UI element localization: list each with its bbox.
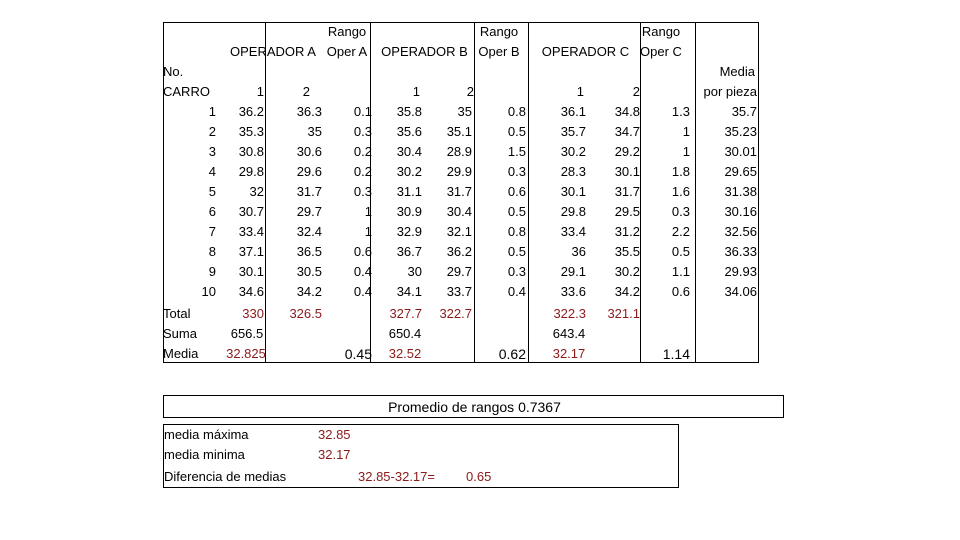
operator-b-trial-2-value: 31.7 bbox=[446, 184, 472, 199]
media-header: Media bbox=[719, 64, 755, 79]
range-c-value: 1.1 bbox=[671, 264, 690, 279]
operator-b-trial-2-value: 29.9 bbox=[446, 164, 472, 179]
range-a-header: Rango bbox=[327, 24, 367, 39]
operator-c-trial-1-value: 33.4 bbox=[560, 224, 586, 239]
operator-b-trial-1-value: 30 bbox=[407, 264, 422, 279]
operator-b-media: 32.52 bbox=[388, 346, 422, 361]
operator-a-trial-2-value: 36.3 bbox=[296, 104, 322, 119]
operator-b-trial-2-value: 35 bbox=[457, 104, 472, 119]
operator-c-trial-1-value: 33.6 bbox=[560, 284, 586, 299]
promedio-line bbox=[164, 397, 785, 417]
promedio-label: Promedio de rangos bbox=[388, 399, 515, 415]
operator-a-trial-2: 2 bbox=[302, 84, 310, 99]
operator-c-trial-2: 2 bbox=[632, 84, 640, 99]
operator-a-trial-1-value: 30.7 bbox=[238, 204, 264, 219]
operator-b-total-2: 322.7 bbox=[439, 306, 472, 321]
total-label: Total bbox=[163, 306, 191, 321]
column-divider bbox=[528, 23, 529, 362]
operator-c-trial-1-value: 28.3 bbox=[560, 164, 586, 179]
range-a-value: 0.1 bbox=[353, 104, 372, 119]
row-number: 4 bbox=[208, 164, 216, 179]
operator-c-trial-1-value: 35.7 bbox=[560, 124, 586, 139]
row-number: 6 bbox=[208, 204, 216, 219]
range-c-value: 1.8 bbox=[671, 164, 690, 179]
row-number: 9 bbox=[208, 264, 216, 279]
range-b-value: 0.5 bbox=[507, 244, 526, 259]
diff-value: 0.65 bbox=[466, 469, 492, 484]
operator-b-trial-2-value: 28.9 bbox=[446, 144, 472, 159]
range-c-value: 1.3 bbox=[671, 104, 690, 119]
media-value: 29.93 bbox=[724, 264, 757, 279]
operator-a-trial-2-value: 35 bbox=[307, 124, 322, 139]
promedio-box bbox=[163, 395, 784, 418]
operator-c-header: OPERADOR C bbox=[541, 44, 630, 59]
range-a-media: 0.45 bbox=[344, 346, 372, 362]
range-b-value: 0.8 bbox=[507, 104, 526, 119]
range-a-value: 0.3 bbox=[353, 124, 372, 139]
operator-b-trial-1-value: 35.8 bbox=[396, 104, 422, 119]
operator-c-trial-1-value: 29.1 bbox=[560, 264, 586, 279]
carro-label: CARRO bbox=[163, 84, 210, 99]
operator-a-total-1: 330 bbox=[242, 306, 264, 321]
media-value: 36.33 bbox=[724, 244, 757, 259]
range-b-value: 0.5 bbox=[507, 204, 526, 219]
media-value: 35.23 bbox=[724, 124, 757, 139]
media-value: 30.01 bbox=[724, 144, 757, 159]
operator-a-trial-1-value: 36.2 bbox=[238, 104, 264, 119]
operator-c-trial-2-value: 29.5 bbox=[614, 204, 640, 219]
operator-b-trial-1-value: 32.9 bbox=[396, 224, 422, 239]
range-c-value: 1.6 bbox=[671, 184, 690, 199]
operator-b-header: OPERADOR B bbox=[381, 44, 468, 59]
operator-a-trial-2-value: 29.6 bbox=[296, 164, 322, 179]
range-b-value: 1.5 bbox=[507, 144, 526, 159]
column-divider bbox=[474, 23, 475, 362]
row-number: 8 bbox=[208, 244, 216, 259]
operator-c-trial-1-value: 36 bbox=[571, 244, 586, 259]
summary-box bbox=[163, 424, 679, 488]
operator-b-trial-2-value: 36.2 bbox=[446, 244, 472, 259]
range-c-value: 0.6 bbox=[671, 284, 690, 299]
media-value: 30.16 bbox=[724, 204, 757, 219]
range-c-value: 1 bbox=[682, 124, 690, 139]
operator-c-total-1: 322.3 bbox=[553, 306, 586, 321]
operator-c-trial-1: 1 bbox=[576, 84, 584, 99]
operator-b-total-1: 327.7 bbox=[389, 306, 422, 321]
operator-c-media: 32.17 bbox=[552, 346, 586, 361]
range-a-header-sub: Oper A bbox=[326, 44, 368, 59]
operator-c-trial-2-value: 30.1 bbox=[614, 164, 640, 179]
media-value: 29.65 bbox=[724, 164, 757, 179]
diff-label: Diferencia de medias bbox=[164, 469, 287, 484]
diff-expression: 32.85-32.17= bbox=[358, 469, 435, 484]
range-b-value: 0.6 bbox=[507, 184, 526, 199]
operator-b-trial-2-value: 30.4 bbox=[446, 204, 472, 219]
operator-c-trial-2-value: 30.2 bbox=[614, 264, 640, 279]
operator-b-trial-2: 2 bbox=[466, 84, 474, 99]
operator-c-total-2: 321.1 bbox=[607, 306, 640, 321]
operator-c-trial-1-value: 30.2 bbox=[560, 144, 586, 159]
range-b-value: 0.3 bbox=[507, 264, 526, 279]
operator-a-trial-1-value: 30.1 bbox=[238, 264, 264, 279]
max-value: 32.85 bbox=[318, 427, 351, 442]
range-c-media: 1.14 bbox=[662, 346, 690, 362]
range-a-value: 0.4 bbox=[353, 284, 372, 299]
media-value: 32.56 bbox=[724, 224, 757, 239]
operator-b-trial-2-value: 33.7 bbox=[446, 284, 472, 299]
range-a-value: 0.2 bbox=[353, 144, 372, 159]
operator-a-trial-1-value: 30.8 bbox=[238, 144, 264, 159]
range-b-value: 0.4 bbox=[507, 284, 526, 299]
operator-b-trial-1: 1 bbox=[412, 84, 420, 99]
operator-c-trial-2-value: 35.5 bbox=[614, 244, 640, 259]
min-value: 32.17 bbox=[318, 447, 351, 462]
operator-a-suma: 656.5 bbox=[230, 326, 264, 341]
operator-c-suma: 643.4 bbox=[552, 326, 586, 341]
range-a-value: 1 bbox=[364, 204, 372, 219]
operator-a-trial-1-value: 33.4 bbox=[238, 224, 264, 239]
operator-a-trial-2-value: 36.5 bbox=[296, 244, 322, 259]
range-b-header-sub: Oper B bbox=[478, 44, 520, 59]
range-a-value: 1 bbox=[364, 224, 372, 239]
operator-b-trial-1-value: 35.6 bbox=[396, 124, 422, 139]
operator-a-trial-1-value: 32 bbox=[249, 184, 264, 199]
range-c-header-sub: Oper C bbox=[640, 44, 682, 59]
row-number: 5 bbox=[208, 184, 216, 199]
max-label: media máxima bbox=[164, 427, 249, 442]
column-divider bbox=[265, 23, 266, 362]
operator-b-trial-2-value: 32.1 bbox=[446, 224, 472, 239]
row-number: 10 bbox=[201, 284, 216, 299]
operator-a-trial-1-value: 37.1 bbox=[238, 244, 264, 259]
operator-c-trial-1-value: 30.1 bbox=[560, 184, 586, 199]
min-label: media minima bbox=[164, 447, 245, 462]
operator-b-trial-1-value: 34.1 bbox=[396, 284, 422, 299]
operator-a-trial-2-value: 32.4 bbox=[296, 224, 322, 239]
range-c-header: Rango bbox=[641, 24, 681, 39]
media-label: Media bbox=[163, 346, 199, 361]
suma-label: Suma bbox=[163, 326, 197, 341]
media-value: 34.06 bbox=[724, 284, 757, 299]
operator-a-trial-2-value: 30.5 bbox=[296, 264, 322, 279]
operator-c-trial-2-value: 34.2 bbox=[614, 284, 640, 299]
operator-c-trial-2-value: 34.7 bbox=[614, 124, 640, 139]
operator-a-trial-1-value: 34.6 bbox=[238, 284, 264, 299]
column-divider bbox=[640, 23, 641, 362]
promedio-value: 0.7367 bbox=[518, 399, 561, 415]
operator-b-trial-1-value: 36.7 bbox=[396, 244, 422, 259]
operator-c-trial-1-value: 36.1 bbox=[560, 104, 586, 119]
range-b-header: Rango bbox=[479, 24, 519, 39]
range-b-media: 0.62 bbox=[498, 346, 526, 362]
range-b-value: 0.3 bbox=[507, 164, 526, 179]
range-c-value: 0.5 bbox=[671, 244, 690, 259]
operator-b-trial-2-value: 35.1 bbox=[446, 124, 472, 139]
operator-a-trial-1-value: 35.3 bbox=[238, 124, 264, 139]
operator-b-trial-1-value: 31.1 bbox=[396, 184, 422, 199]
operator-a-media: 32.825 bbox=[226, 346, 266, 361]
range-c-value: 2.2 bbox=[671, 224, 690, 239]
operator-a-trial-1: 1 bbox=[256, 84, 264, 99]
operator-a-trial-2-value: 34.2 bbox=[296, 284, 322, 299]
media-value: 31.38 bbox=[724, 184, 757, 199]
operator-b-trial-1-value: 30.9 bbox=[396, 204, 422, 219]
media-value: 35.7 bbox=[731, 104, 757, 119]
operator-a-trial-2-value: 31.7 bbox=[296, 184, 322, 199]
row-number: 2 bbox=[208, 124, 216, 139]
range-b-value: 0.5 bbox=[507, 124, 526, 139]
operator-b-trial-2-value: 29.7 bbox=[446, 264, 472, 279]
no-label: No. bbox=[163, 64, 184, 79]
operator-c-trial-2-value: 29.2 bbox=[614, 144, 640, 159]
range-a-value: 0.4 bbox=[353, 264, 372, 279]
operator-b-suma: 650.4 bbox=[388, 326, 422, 341]
operator-c-trial-2-value: 31.2 bbox=[614, 224, 640, 239]
operator-a-header: OPERADOR A bbox=[230, 44, 316, 59]
operator-b-trial-1-value: 30.4 bbox=[396, 144, 422, 159]
range-c-value: 1 bbox=[682, 144, 690, 159]
range-a-value: 0.3 bbox=[353, 184, 372, 199]
row-number: 3 bbox=[208, 144, 216, 159]
operator-a-trial-1-value: 29.8 bbox=[238, 164, 264, 179]
row-number: 7 bbox=[208, 224, 216, 239]
operator-c-trial-2-value: 31.7 bbox=[614, 184, 640, 199]
range-b-value: 0.8 bbox=[507, 224, 526, 239]
operator-a-trial-2-value: 29.7 bbox=[296, 204, 322, 219]
por-pieza-header: por pieza bbox=[703, 84, 757, 99]
range-c-value: 0.3 bbox=[671, 204, 690, 219]
operator-c-trial-1-value: 29.8 bbox=[560, 204, 586, 219]
operator-a-total-2: 326.5 bbox=[289, 306, 322, 321]
operator-b-trial-1-value: 30.2 bbox=[396, 164, 422, 179]
range-a-value: 0.2 bbox=[353, 164, 372, 179]
operator-a-trial-2-value: 30.6 bbox=[296, 144, 322, 159]
range-a-value: 0.6 bbox=[353, 244, 372, 259]
row-number: 1 bbox=[208, 104, 216, 119]
operator-c-trial-2-value: 34.8 bbox=[614, 104, 640, 119]
